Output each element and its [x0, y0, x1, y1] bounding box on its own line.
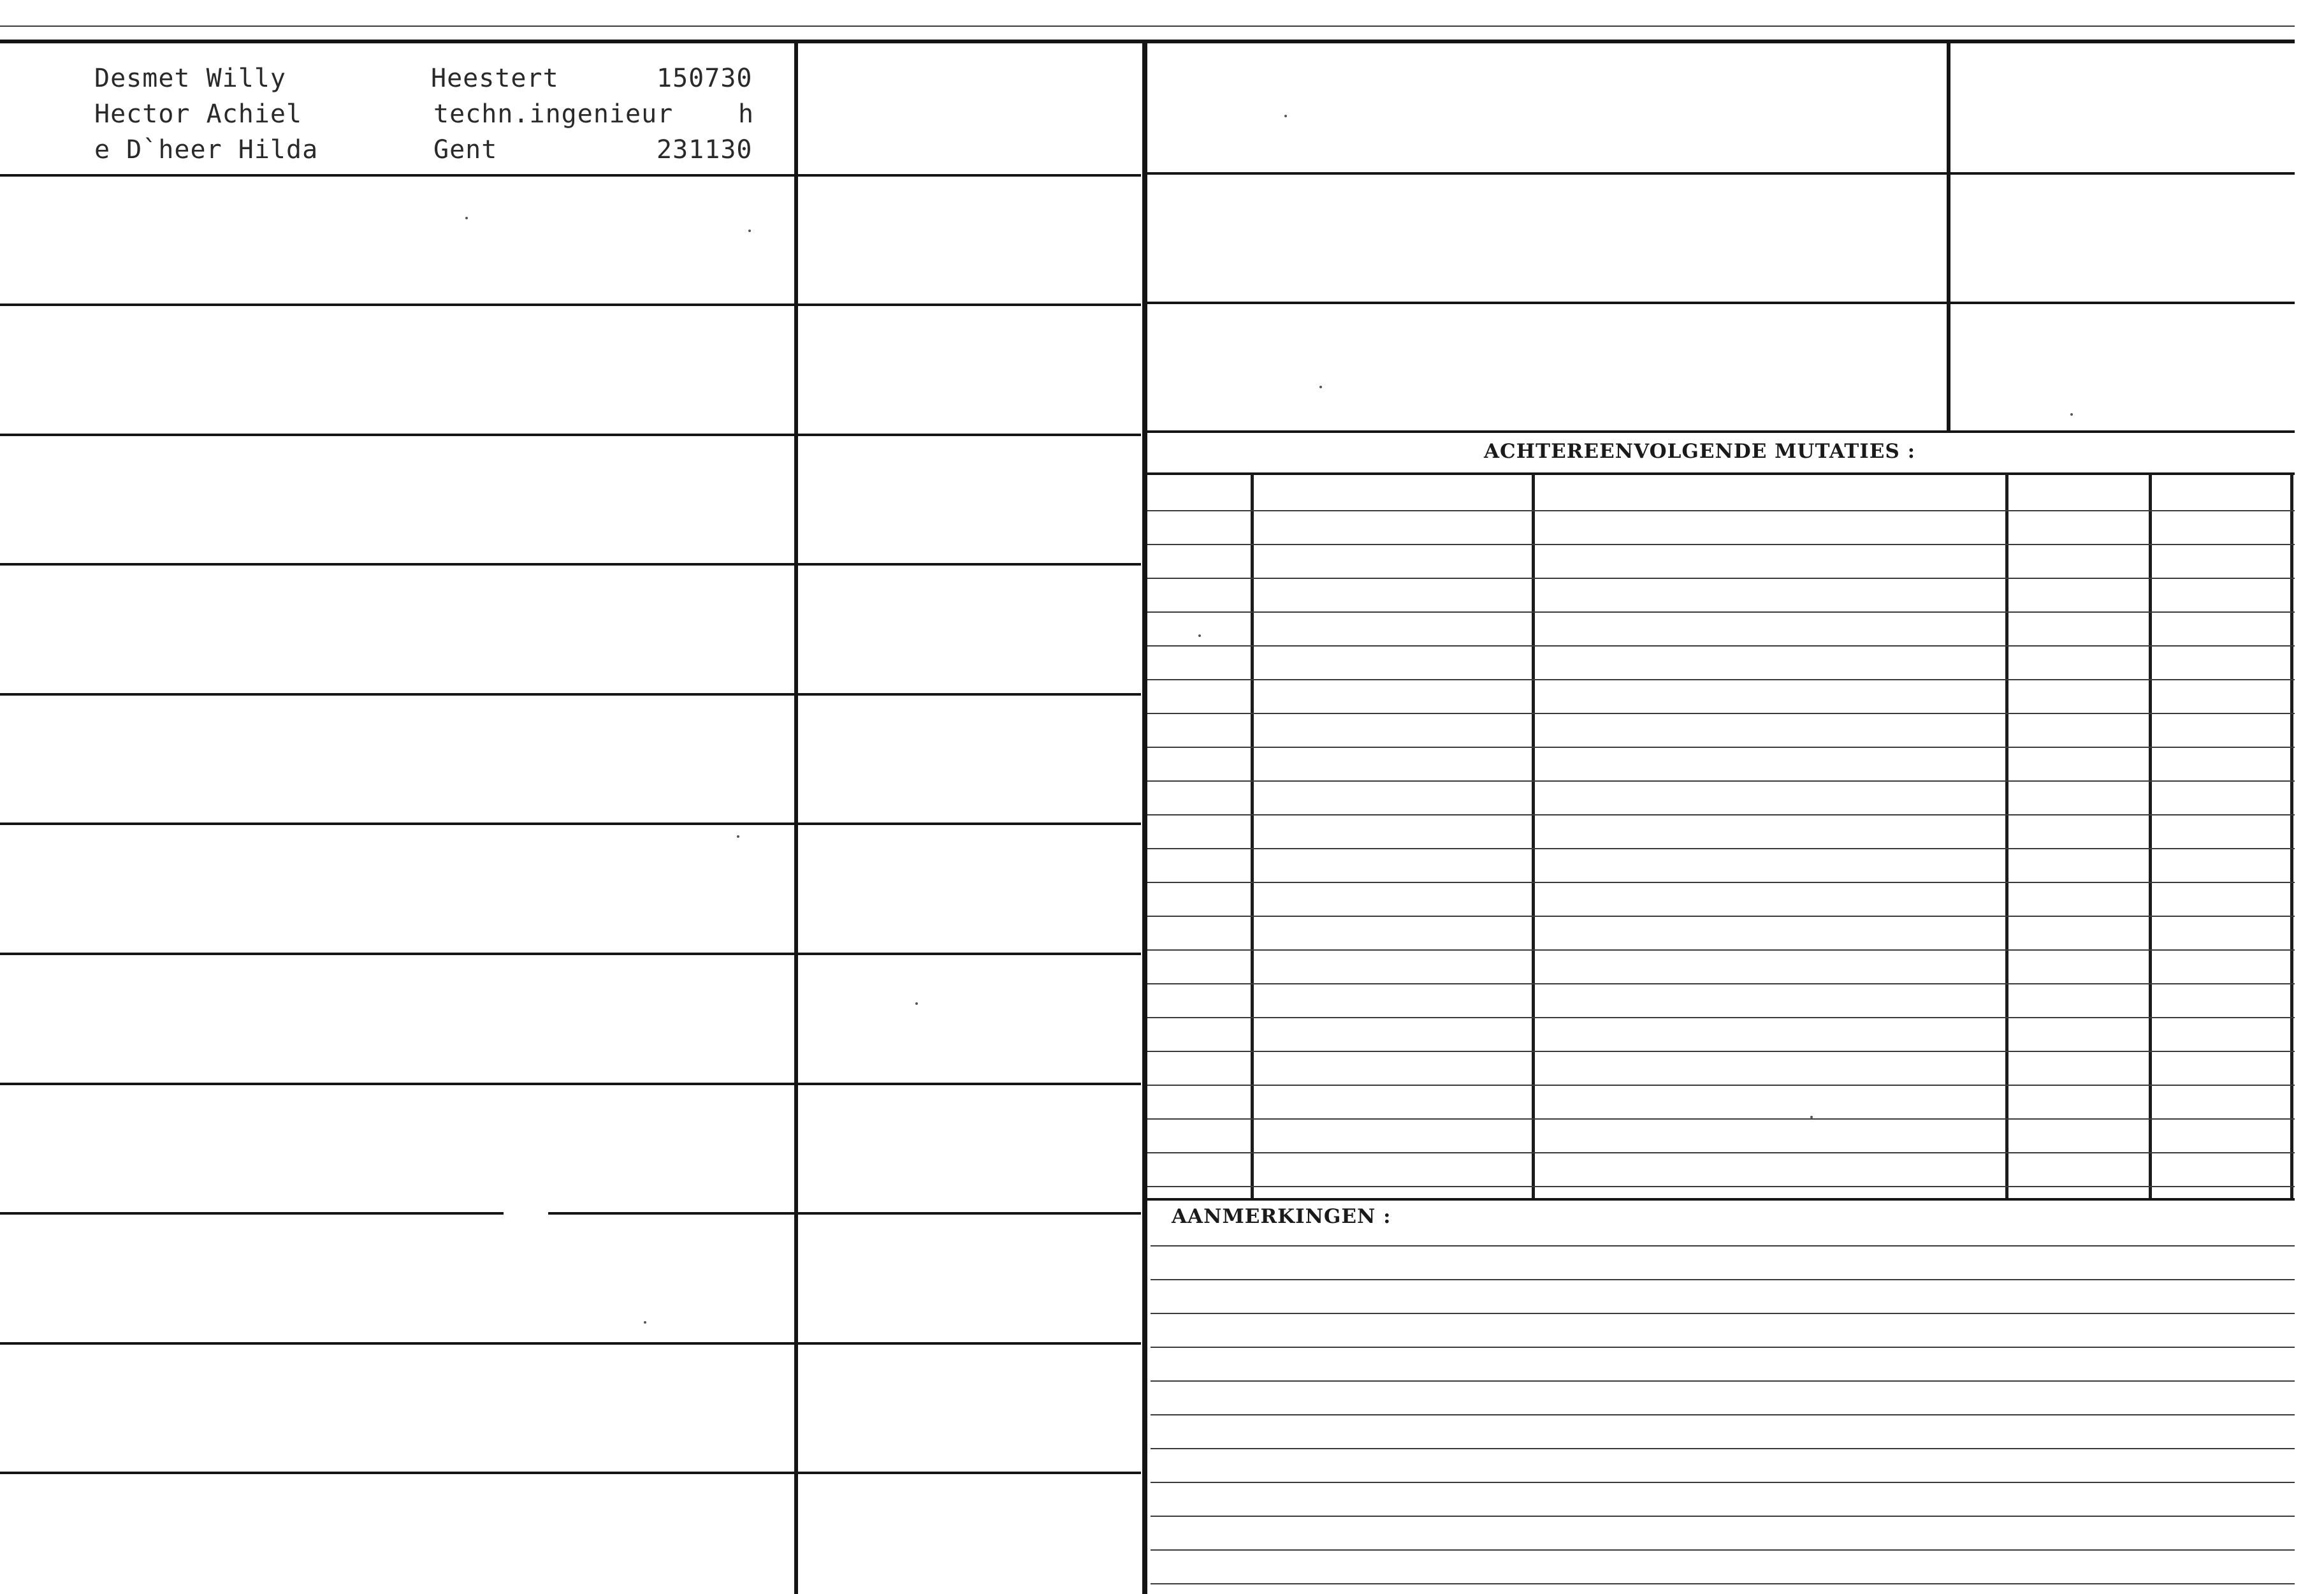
mutations-column-divider: [2005, 474, 2008, 1198]
mutations-rule: [1147, 679, 2295, 680]
row-divider: [0, 1212, 504, 1215]
mutations-rule: [1147, 1051, 2295, 1052]
scan-speck: [915, 1002, 918, 1005]
scan-speck: [737, 835, 739, 838]
remarks-rule: [1151, 1380, 2295, 1382]
mutations-column-divider: [1251, 474, 1254, 1198]
remarks-rule: [1151, 1448, 2295, 1449]
mutations-rule: [1147, 1186, 2295, 1187]
row-divider: [0, 1342, 1141, 1345]
remarks-rule: [1151, 1482, 2295, 1483]
place-line-3: Gent: [433, 135, 498, 165]
remarks-rule: [1151, 1583, 2295, 1584]
mutations-rule: [1147, 780, 2295, 782]
mutations-rule: [1147, 916, 2295, 917]
mutations-rule: [1147, 882, 2295, 883]
column-divider: [794, 43, 798, 1594]
row-divider: [0, 303, 1141, 306]
scan-speck: [1319, 386, 1322, 388]
remarks-rule: [1151, 1516, 2295, 1517]
mutations-rule: [1147, 949, 2295, 951]
name-line-1: Desmet Willy: [94, 64, 286, 93]
mutations-bottom-border: [1147, 1198, 2295, 1201]
row-divider: [0, 1083, 1141, 1085]
column-divider: [1142, 43, 1147, 1594]
remarks-rule: [1151, 1549, 2295, 1551]
remarks-rule: [1151, 1347, 2295, 1348]
mutations-rule: [1147, 645, 2295, 647]
mutations-rule: [1147, 983, 2295, 984]
row-divider: [0, 434, 1141, 436]
mutations-rule: [1147, 611, 2295, 613]
row-divider: [0, 953, 1141, 955]
mutations-rule: [1147, 713, 2295, 714]
remarks-rule: [1151, 1245, 2295, 1247]
code-line-3: 231130: [657, 135, 753, 165]
row-divider: [0, 563, 1141, 566]
row-divider: [0, 823, 1141, 825]
scan-speck: [748, 230, 751, 232]
mutations-rule: [1147, 1118, 2295, 1120]
scan-speck: [644, 1321, 646, 1324]
mutations-rule: [1147, 1017, 2295, 1018]
mutations-column-divider: [2149, 474, 2152, 1198]
right-box-divider: [1147, 430, 2295, 433]
code-line-2: h: [738, 99, 755, 129]
place-line-2: techn.ingenieur: [433, 99, 674, 129]
mutations-rule: [1147, 848, 2295, 849]
remarks-rule: [1151, 1313, 2295, 1314]
mutations-column-divider: [2290, 474, 2293, 1198]
top-edge-line: [0, 26, 2295, 27]
row-divider: [0, 174, 1141, 177]
mutations-heading: ACHTEREENVOLGENDE MUTATIES :: [1484, 440, 1916, 463]
scan-speck: [1810, 1116, 1813, 1118]
right-column-divider: [1947, 43, 1950, 430]
mutations-heading-underline: [1147, 472, 2295, 475]
right-box-divider: [1147, 172, 2295, 175]
remarks-heading: AANMERKINGEN :: [1172, 1205, 1391, 1228]
place-line-1: Heestert: [431, 64, 559, 93]
row-divider: [548, 1212, 1141, 1215]
mutations-rule: [1147, 510, 2295, 511]
row-divider: [0, 693, 1141, 696]
code-line-1: 150730: [657, 64, 753, 93]
scan-speck: [465, 217, 468, 219]
top-border-line: [0, 40, 2295, 43]
remarks-rule: [1151, 1414, 2295, 1415]
mutations-rule: [1147, 544, 2295, 545]
row-divider: [0, 1472, 1141, 1474]
mutations-rule: [1147, 1085, 2295, 1086]
scan-speck: [1284, 115, 1287, 117]
mutations-rule: [1147, 747, 2295, 748]
remarks-rule: [1151, 1279, 2295, 1280]
scan-speck: [1198, 634, 1201, 637]
name-line-3: e D`heer Hilda: [94, 135, 319, 165]
mutations-rule: [1147, 1152, 2295, 1153]
mutations-rule: [1147, 814, 2295, 815]
mutations-rule: [1147, 578, 2295, 579]
mutations-column-divider: [1532, 474, 1535, 1198]
scan-speck: [2070, 413, 2073, 416]
name-line-2: Hector Achiel: [94, 99, 303, 129]
right-box-divider: [1147, 302, 2295, 304]
